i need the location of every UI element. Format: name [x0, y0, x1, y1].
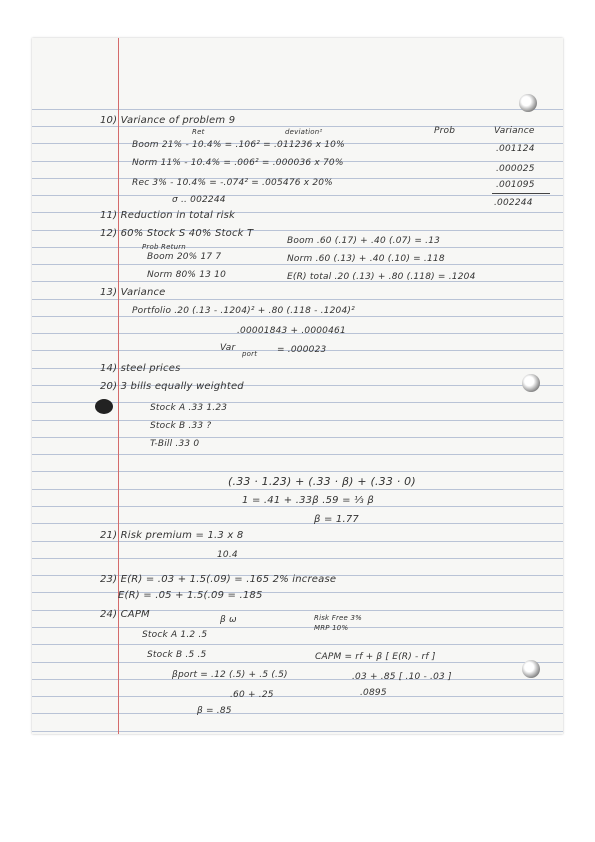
problem-21-result: 10.4: [217, 550, 238, 560]
punch-hole: [522, 374, 540, 392]
problem-12-eq-norm: Norm .60 (.13) + .40 (.10) = .118: [287, 254, 445, 264]
problem-12-head: 12) 60% Stock S 40% Stock T: [100, 228, 254, 239]
problem-23-b: E(R) = .05 + 1.5(.09 = .185: [118, 590, 263, 601]
ret-label: Ret: [192, 128, 205, 136]
problem-20: 20) 3 bills equally weighted: [100, 381, 244, 392]
problem-13-eq: Portfolio .20 (.13 - .1204)² + .80 (.118 - .1204)²: [132, 306, 355, 316]
problem-20-result: β = 1.77: [314, 514, 359, 525]
norm-variance: .000025: [496, 164, 535, 174]
problem-20-eq2: 1 = .41 + .33β .59 = ⅓ β: [242, 495, 374, 506]
problem-20-eq1: (.33 · 1.23) + (.33 · β) + (.33 · 0): [228, 475, 416, 488]
sum-line: [492, 193, 550, 194]
problem-21: 21) Risk premium = 1.3 x 8: [100, 530, 244, 541]
problem-20-tbill: T-Bill .33 0: [150, 439, 200, 449]
problem-12-eq-total: E(R) total .20 (.13) + .80 (.118) = .1204: [287, 272, 476, 282]
capm-formula: CAPM = rf + β [ E(R) - rf ]: [315, 652, 436, 662]
ink-blot: [95, 399, 113, 414]
problem-11: 11) Reduction in total risk: [100, 210, 236, 221]
problem-12-boom: Boom 20% 17 7: [147, 252, 222, 262]
mrp: MRP 10%: [314, 624, 349, 632]
var-label: Var: [220, 343, 236, 353]
notebook-page: [32, 38, 563, 734]
total-variance: .002244: [494, 198, 533, 208]
problem-24-stock-b: Stock B .5 .5: [147, 650, 207, 660]
punch-hole: [522, 660, 540, 678]
problem-12-norm: Norm 80% 13 10: [147, 270, 226, 280]
beta-result: β = .85: [197, 706, 232, 716]
beta-weight-headers: β ω: [220, 615, 237, 625]
boom-row: Boom 21% - 10.4% = .106² = .011236 x 10%: [132, 140, 345, 150]
problem-14: 14) steel prices: [100, 363, 181, 374]
problem-23-a: 23) E(R) = .03 + 1.5(.09) = .165 2% increase: [100, 574, 337, 585]
sigma-result: σ .. 002244: [172, 195, 226, 205]
problem-24-stock-a: Stock A 1.2 .5: [142, 630, 208, 640]
boom-variance: .001124: [496, 144, 535, 154]
punch-hole: [519, 94, 537, 112]
problem-13: 13) Variance: [100, 287, 166, 298]
capm-calc: .03 + .85 [ .10 - .03 ]: [352, 672, 452, 682]
beta-portfolio: βport = .12 (.5) + .5 (.5): [172, 670, 288, 680]
problem-12-eq-boom: Boom .60 (.17) + .40 (.07) = .13: [287, 236, 441, 246]
variance-header: Variance: [494, 126, 535, 136]
problem-24: 24) CAPM: [100, 609, 150, 620]
risk-free: Risk Free 3%: [314, 614, 362, 622]
rec-row: Rec 3% - 10.4% = -.074² = .005476 x 20%: [132, 178, 333, 188]
problem-20-stock-b: Stock B .33 ?: [150, 421, 212, 431]
beta-sum: .60 + .25: [230, 690, 274, 700]
prob-header: Prob: [434, 126, 456, 136]
problem-13-eq2: .00001843 + .0000461: [237, 326, 346, 336]
problem-20-stock-a: Stock A .33 1.23: [150, 403, 228, 413]
norm-row: Norm 11% - 10.4% = .006² = .000036 x 70%: [132, 158, 344, 168]
port-subscript: port: [242, 350, 258, 358]
rec-variance: .001095: [496, 180, 535, 190]
capm-result: .0895: [360, 688, 387, 698]
deviation-label: deviation²: [285, 128, 323, 136]
problem-13-result: = .000023: [277, 345, 327, 355]
problem-10-title: 10) Variance of problem 9: [100, 115, 236, 126]
problem-12-sub: Prob Return: [142, 243, 186, 251]
